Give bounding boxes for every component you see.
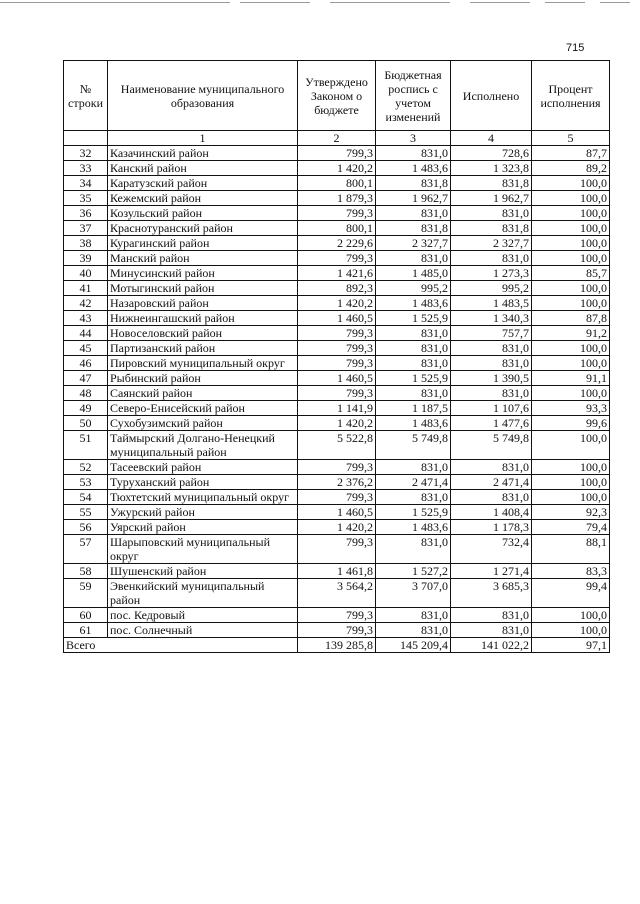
executed-value: 2 471,4 <box>451 475 532 490</box>
total-executed: 141 022,2 <box>451 638 532 653</box>
municipality-name: Эвенкийский муниципальный район <box>108 579 298 608</box>
approved-value: 799,3 <box>298 251 376 266</box>
schedule-value: 831,8 <box>376 221 451 236</box>
executed-value: 1 271,4 <box>451 564 532 579</box>
approved-value: 2 229,6 <box>298 236 376 251</box>
table-row <box>64 176 610 191</box>
approved-value: 799,3 <box>298 146 376 161</box>
schedule-value: 1 483,6 <box>376 296 451 311</box>
schedule-value: 1 483,6 <box>376 520 451 535</box>
schedule-value: 831,0 <box>376 460 451 475</box>
row-number: 54 <box>64 490 108 505</box>
table-body <box>64 146 610 638</box>
approved-value: 799,3 <box>298 206 376 221</box>
approved-value: 3 564,2 <box>298 579 376 608</box>
total-percent: 97,1 <box>532 638 610 653</box>
table-row <box>64 236 610 251</box>
municipality-name: Туруханский район <box>108 475 298 490</box>
schedule-value: 1 187,5 <box>376 401 451 416</box>
total-label: Всего <box>64 638 298 653</box>
approved-value: 892,3 <box>298 281 376 296</box>
municipality-name: Новоселовский район <box>108 326 298 341</box>
executed-value: 831,0 <box>451 341 532 356</box>
executed-value: 1 477,6 <box>451 416 532 431</box>
municipality-name: Тасеевский район <box>108 460 298 475</box>
row-number: 45 <box>64 341 108 356</box>
percent-value: 79,4 <box>532 520 610 535</box>
page-number: 715 <box>566 42 585 54</box>
total-row <box>64 638 610 653</box>
schedule-value: 1 485,0 <box>376 266 451 281</box>
header-percent: Процент исполнения <box>532 61 610 131</box>
header-executed: Исполнено <box>451 61 532 131</box>
municipality-name: Краснотуранский район <box>108 221 298 236</box>
row-number: 58 <box>64 564 108 579</box>
row-number: 53 <box>64 475 108 490</box>
table-row <box>64 356 610 371</box>
executed-value: 831,0 <box>451 623 532 638</box>
municipality-name: Каратузский район <box>108 176 298 191</box>
percent-value: 100,0 <box>532 386 610 401</box>
table-row <box>64 401 610 416</box>
approved-value: 1 879,3 <box>298 191 376 206</box>
executed-value: 831,0 <box>451 608 532 623</box>
row-number: 41 <box>64 281 108 296</box>
percent-value: 100,0 <box>532 490 610 505</box>
scan-top-edge <box>0 0 640 6</box>
row-number: 50 <box>64 416 108 431</box>
percent-value: 100,0 <box>532 608 610 623</box>
column-number: 1 <box>108 131 298 146</box>
municipality-name: Нижнеингашский район <box>108 311 298 326</box>
percent-value: 93,3 <box>532 401 610 416</box>
municipality-name: пос. Кедровый <box>108 608 298 623</box>
municipality-name: Шарыповский муниципальный округ <box>108 535 298 564</box>
schedule-value: 1 483,6 <box>376 416 451 431</box>
row-number: 36 <box>64 206 108 221</box>
municipality-name: Партизанский район <box>108 341 298 356</box>
schedule-value: 1 525,9 <box>376 505 451 520</box>
table-row <box>64 281 610 296</box>
executed-value: 831,8 <box>451 221 532 236</box>
approved-value: 1 421,6 <box>298 266 376 281</box>
municipality-name: Кежемский район <box>108 191 298 206</box>
percent-value: 100,0 <box>532 221 610 236</box>
approved-value: 799,3 <box>298 535 376 564</box>
percent-value: 100,0 <box>532 191 610 206</box>
schedule-value: 2 471,4 <box>376 475 451 490</box>
percent-value: 100,0 <box>532 475 610 490</box>
schedule-value: 831,0 <box>376 326 451 341</box>
percent-value: 92,3 <box>532 505 610 520</box>
executed-value: 831,0 <box>451 356 532 371</box>
table-row <box>64 326 610 341</box>
row-number: 49 <box>64 401 108 416</box>
table-row <box>64 386 610 401</box>
municipality-name: Шушенский район <box>108 564 298 579</box>
municipality-name: пос. Солнечный <box>108 623 298 638</box>
executed-value: 1 962,7 <box>451 191 532 206</box>
row-number: 55 <box>64 505 108 520</box>
row-number: 35 <box>64 191 108 206</box>
percent-value: 100,0 <box>532 356 610 371</box>
row-number: 51 <box>64 431 108 460</box>
schedule-value: 2 327,7 <box>376 236 451 251</box>
executed-value: 1 483,5 <box>451 296 532 311</box>
header-row-number: № строки <box>64 61 108 131</box>
executed-value: 1 107,6 <box>451 401 532 416</box>
approved-value: 1 420,2 <box>298 296 376 311</box>
table-row <box>64 608 610 623</box>
approved-value: 799,3 <box>298 490 376 505</box>
table-row <box>64 191 610 206</box>
table-row <box>64 460 610 475</box>
executed-value: 1 273,3 <box>451 266 532 281</box>
percent-value: 100,0 <box>532 236 610 251</box>
approved-value: 800,1 <box>298 221 376 236</box>
municipality-name: Курагинский район <box>108 236 298 251</box>
executed-value: 1 408,4 <box>451 505 532 520</box>
approved-value: 2 376,2 <box>298 475 376 490</box>
percent-value: 85,7 <box>532 266 610 281</box>
schedule-value: 831,0 <box>376 535 451 564</box>
approved-value: 799,3 <box>298 356 376 371</box>
table-row <box>64 431 610 460</box>
table-row <box>64 206 610 221</box>
municipality-name: Казачинский район <box>108 146 298 161</box>
row-number: 43 <box>64 311 108 326</box>
approved-value: 799,3 <box>298 460 376 475</box>
schedule-value: 831,0 <box>376 356 451 371</box>
municipality-name: Назаровский район <box>108 296 298 311</box>
table-row <box>64 311 610 326</box>
column-number: 5 <box>532 131 610 146</box>
percent-value: 91,2 <box>532 326 610 341</box>
column-number: 2 <box>298 131 376 146</box>
approved-value: 1 420,2 <box>298 161 376 176</box>
executed-value: 728,6 <box>451 146 532 161</box>
municipality-name: Мотыгинский район <box>108 281 298 296</box>
approved-value: 800,1 <box>298 176 376 191</box>
schedule-value: 1 962,7 <box>376 191 451 206</box>
approved-value: 799,3 <box>298 386 376 401</box>
schedule-value: 831,0 <box>376 608 451 623</box>
municipality-name: Козульский район <box>108 206 298 221</box>
row-number: 46 <box>64 356 108 371</box>
municipality-name: Таймырский Долгано-Ненецкий муниципальный район <box>108 431 298 460</box>
table-row <box>64 416 610 431</box>
row-number: 37 <box>64 221 108 236</box>
table-row <box>64 161 610 176</box>
percent-value: 83,3 <box>532 564 610 579</box>
schedule-value: 995,2 <box>376 281 451 296</box>
approved-value: 1 460,5 <box>298 371 376 386</box>
column-number-row <box>64 131 610 146</box>
percent-value: 100,0 <box>532 251 610 266</box>
table-row <box>64 371 610 386</box>
municipality-name: Северо-Енисейский район <box>108 401 298 416</box>
table-row <box>64 221 610 236</box>
percent-value: 89,2 <box>532 161 610 176</box>
approved-value: 799,3 <box>298 326 376 341</box>
row-number: 40 <box>64 266 108 281</box>
schedule-value: 831,0 <box>376 623 451 638</box>
municipality-name: Тюхтетский муниципальный округ <box>108 490 298 505</box>
row-number: 34 <box>64 176 108 191</box>
schedule-value: 831,0 <box>376 490 451 505</box>
row-number: 38 <box>64 236 108 251</box>
executed-value: 3 685,3 <box>451 579 532 608</box>
executed-value: 1 390,5 <box>451 371 532 386</box>
table-header <box>64 61 610 146</box>
column-number: 3 <box>376 131 451 146</box>
schedule-value: 831,8 <box>376 176 451 191</box>
municipality-name: Канский район <box>108 161 298 176</box>
schedule-value: 831,0 <box>376 386 451 401</box>
table-row <box>64 341 610 356</box>
row-number: 59 <box>64 579 108 608</box>
header-budget-schedule: Бюджетная роспись с учетом изменений <box>376 61 451 131</box>
percent-value: 100,0 <box>532 206 610 221</box>
column-number: 4 <box>451 131 532 146</box>
executed-value: 831,0 <box>451 251 532 266</box>
percent-value: 87,7 <box>532 146 610 161</box>
total-approved: 139 285,8 <box>298 638 376 653</box>
row-number: 42 <box>64 296 108 311</box>
percent-value: 100,0 <box>532 431 610 460</box>
row-number: 60 <box>64 608 108 623</box>
table-row <box>64 623 610 638</box>
municipality-name: Минусинский район <box>108 266 298 281</box>
executed-value: 1 178,3 <box>451 520 532 535</box>
approved-value: 799,3 <box>298 608 376 623</box>
percent-value: 88,1 <box>532 535 610 564</box>
schedule-value: 1 525,9 <box>376 371 451 386</box>
row-number: 48 <box>64 386 108 401</box>
executed-value: 995,2 <box>451 281 532 296</box>
executed-value: 5 749,8 <box>451 431 532 460</box>
schedule-value: 831,0 <box>376 146 451 161</box>
executed-value: 831,0 <box>451 490 532 505</box>
table-row <box>64 520 610 535</box>
executed-value: 1 323,8 <box>451 161 532 176</box>
municipality-name: Сухобузимский район <box>108 416 298 431</box>
approved-value: 1 420,2 <box>298 520 376 535</box>
percent-value: 100,0 <box>532 176 610 191</box>
row-number: 56 <box>64 520 108 535</box>
percent-value: 99,4 <box>532 579 610 608</box>
schedule-value: 831,0 <box>376 341 451 356</box>
percent-value: 100,0 <box>532 623 610 638</box>
percent-value: 100,0 <box>532 296 610 311</box>
approved-value: 1 460,5 <box>298 311 376 326</box>
percent-value: 100,0 <box>532 281 610 296</box>
schedule-value: 1 527,2 <box>376 564 451 579</box>
table-row <box>64 296 610 311</box>
approved-value: 799,3 <box>298 623 376 638</box>
schedule-value: 3 707,0 <box>376 579 451 608</box>
executed-value: 2 327,7 <box>451 236 532 251</box>
row-number: 39 <box>64 251 108 266</box>
approved-value: 5 522,8 <box>298 431 376 460</box>
municipality-name: Манский район <box>108 251 298 266</box>
approved-value: 1 420,2 <box>298 416 376 431</box>
column-number-spacer <box>64 131 108 146</box>
header-approved: Утверждено Законом о бюджете <box>298 61 376 131</box>
municipality-name: Ужурский район <box>108 505 298 520</box>
schedule-value: 1 483,6 <box>376 161 451 176</box>
executed-value: 732,4 <box>451 535 532 564</box>
table-row <box>64 579 610 608</box>
schedule-value: 831,0 <box>376 206 451 221</box>
approved-value: 1 141,9 <box>298 401 376 416</box>
table-row <box>64 475 610 490</box>
row-number: 52 <box>64 460 108 475</box>
executed-value: 1 340,3 <box>451 311 532 326</box>
percent-value: 91,1 <box>532 371 610 386</box>
executed-value: 831,0 <box>451 460 532 475</box>
percent-value: 87,8 <box>532 311 610 326</box>
header-municipality-name: Наименование муниципального образования <box>108 61 298 131</box>
budget-table <box>63 60 610 653</box>
executed-value: 757,7 <box>451 326 532 341</box>
municipality-name: Пировский муниципальный округ <box>108 356 298 371</box>
table-row <box>64 505 610 520</box>
row-number: 32 <box>64 146 108 161</box>
row-number: 61 <box>64 623 108 638</box>
approved-value: 1 460,5 <box>298 505 376 520</box>
percent-value: 100,0 <box>532 460 610 475</box>
executed-value: 831,0 <box>451 206 532 221</box>
row-number: 44 <box>64 326 108 341</box>
schedule-value: 1 525,9 <box>376 311 451 326</box>
table-row <box>64 266 610 281</box>
row-number: 47 <box>64 371 108 386</box>
percent-value: 100,0 <box>532 341 610 356</box>
row-number: 33 <box>64 161 108 176</box>
executed-value: 831,8 <box>451 176 532 191</box>
table-row <box>64 490 610 505</box>
municipality-name: Рыбинский район <box>108 371 298 386</box>
municipality-name: Уярский район <box>108 520 298 535</box>
schedule-value: 831,0 <box>376 251 451 266</box>
municipality-name: Саянский район <box>108 386 298 401</box>
approved-value: 799,3 <box>298 341 376 356</box>
approved-value: 1 461,8 <box>298 564 376 579</box>
table-row <box>64 146 610 161</box>
percent-value: 99,6 <box>532 416 610 431</box>
total-schedule: 145 209,4 <box>376 638 451 653</box>
table-row <box>64 251 610 266</box>
row-number: 57 <box>64 535 108 564</box>
schedule-value: 5 749,8 <box>376 431 451 460</box>
executed-value: 831,0 <box>451 386 532 401</box>
table-row <box>64 564 610 579</box>
table-row <box>64 535 610 564</box>
